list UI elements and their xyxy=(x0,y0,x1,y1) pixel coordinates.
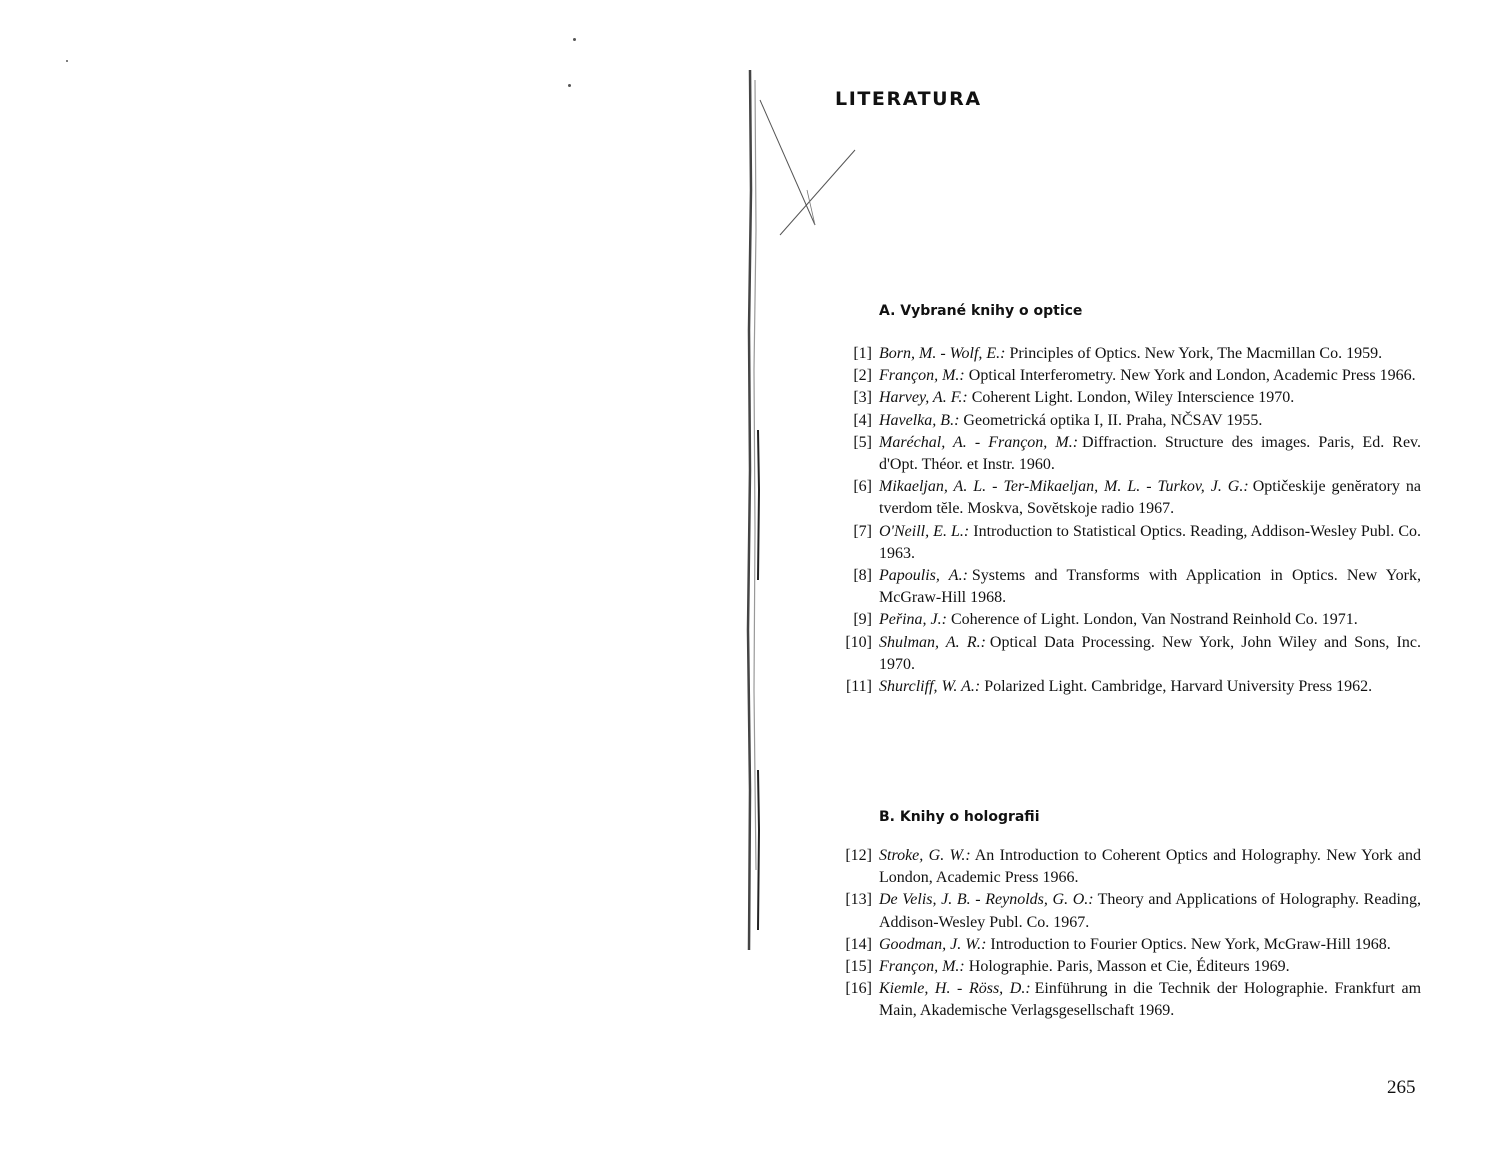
reference-authors: Goodman, J. W.: xyxy=(879,935,987,953)
reference-item xyxy=(836,343,1421,365)
reference-text: Einführung in die Technik der Holographie. Frankfurt am Main, Akademische Verlagsgesellschaft 1969. xyxy=(879,980,1422,1020)
reference-number: [2] xyxy=(853,367,872,385)
reference-item xyxy=(836,387,1421,409)
reference-authors: Harvey, A. F.: xyxy=(879,389,968,407)
reference-authors: Françon, M.: xyxy=(879,367,965,385)
reference-authors: Stroke, G. W.: xyxy=(879,847,971,864)
reference-item xyxy=(836,521,1421,565)
dust-speck xyxy=(573,38,576,41)
reference-item xyxy=(836,365,1421,387)
reference-item xyxy=(836,476,1421,520)
dust-speck xyxy=(66,60,68,62)
reference-item xyxy=(836,956,1421,978)
section-heading-a: A. Vybrané knihy o optice xyxy=(879,303,1083,319)
reference-authors: Papoulis, A.: xyxy=(879,567,968,585)
reference-number: [12] xyxy=(845,847,872,864)
reference-number: [6] xyxy=(853,478,872,496)
reference-authors: Havelka, B.: xyxy=(879,411,960,429)
reference-item xyxy=(836,889,1421,933)
reference-number: [3] xyxy=(853,389,872,407)
reference-authors: O'Neill, E. L.: xyxy=(879,522,970,540)
reference-item xyxy=(836,934,1421,956)
reference-item xyxy=(836,432,1421,476)
reference-authors: Peřina, J.: xyxy=(879,611,947,629)
reference-text: An Introduction to Coherent Optics and Holography. New York and London, Academic Press 1966. xyxy=(879,847,1421,887)
reference-number: [15] xyxy=(845,958,872,976)
reference-authors: Maréchal, A. - Françon, M.: xyxy=(879,433,1079,451)
reference-number: [7] xyxy=(853,522,872,540)
reference-number: [14] xyxy=(845,935,872,953)
reference-text: Coherent Light. London, Wiley Interscience 1970. xyxy=(971,389,1295,407)
reference-text: Systems and Transforms with Application in Optics. New York, McGraw-Hill 1968. xyxy=(879,567,1422,607)
reference-text: Geometrická optika I, II. Praha, NČSAV 1955. xyxy=(963,411,1263,429)
reference-number: [1] xyxy=(853,345,872,362)
reference-text: Introduction to Fourier Optics. New York, McGraw-Hill 1968. xyxy=(990,935,1391,953)
reference-text: Introduction to Statistical Optics. Reading, Addison-Wesley Publ. Co. 1963. xyxy=(879,522,1421,562)
page-number: 265 xyxy=(1387,1077,1416,1098)
reference-item xyxy=(836,565,1421,609)
page-title: LITERATURA xyxy=(835,88,982,110)
reference-number: [11] xyxy=(845,678,872,696)
reference-text: Holographie. Paris, Masson et Cie, Éditeurs 1969. xyxy=(968,958,1290,976)
reference-text: Coherence of Light. London, Van Nostrand Reinhold Co. 1971. xyxy=(950,611,1358,629)
reference-authors: Shurcliff, W. A.: xyxy=(879,678,981,696)
reference-number: [16] xyxy=(845,980,872,998)
reference-text: Optičeskije genĕratory na tverdom tĕle. Moskva, Sovĕtskoje radio 1967. xyxy=(879,478,1421,518)
reference-number: [9] xyxy=(853,611,872,629)
reference-text: Principles of Optics. New York, The Macmillan Co. 1959. xyxy=(1009,345,1383,362)
reference-number: [10] xyxy=(845,633,872,651)
reference-item xyxy=(836,845,1421,889)
section-heading-b: B. Knihy o holografii xyxy=(879,809,1040,825)
dust-speck xyxy=(568,84,571,87)
reference-text: Diffraction. Structure des images. Paris, Ed. Rev. d'Opt. Théor. et Instr. 1960. xyxy=(879,433,1421,474)
reference-item xyxy=(836,978,1421,1022)
reference-text: Optical Interferometry. New York and London, Academic Press 1966. xyxy=(968,367,1416,385)
reference-authors: Born, M. - Wolf, E.: xyxy=(879,345,1006,362)
reference-authors: Françon, M.: xyxy=(879,958,965,976)
reference-number: [4] xyxy=(853,411,872,429)
reference-item xyxy=(836,609,1421,631)
blank-left-page xyxy=(0,0,745,1152)
reference-authors: De Velis, J. B. - Reynolds, G. O.: xyxy=(879,891,1094,909)
reference-authors: Shulman, A. R.: xyxy=(879,633,986,651)
reference-list-b xyxy=(836,845,1421,1023)
reference-item xyxy=(836,410,1421,432)
reference-number: [5] xyxy=(853,433,872,451)
reference-item xyxy=(836,676,1421,698)
reference-list-a xyxy=(836,343,1421,698)
reference-text: Polarized Light. Cambridge, Harvard University Press 1962. xyxy=(984,678,1373,696)
reference-authors: Kiemle, H. - Röss, D.: xyxy=(879,980,1031,998)
reference-authors: Mikaeljan, A. L. - Ter-Mikaeljan, M. L. - Turkov, J. G.: xyxy=(879,478,1249,496)
reference-item xyxy=(836,632,1421,676)
reference-number: [8] xyxy=(853,567,872,585)
reference-text: Theory and Applications of Holography. Reading, Addison-Wesley Publ. Co. 1967. xyxy=(879,891,1421,931)
reference-text: Optical Data Processing. New York, John Wiley and Sons, Inc. 1970. xyxy=(879,633,1421,673)
reference-number: [13] xyxy=(845,891,872,909)
